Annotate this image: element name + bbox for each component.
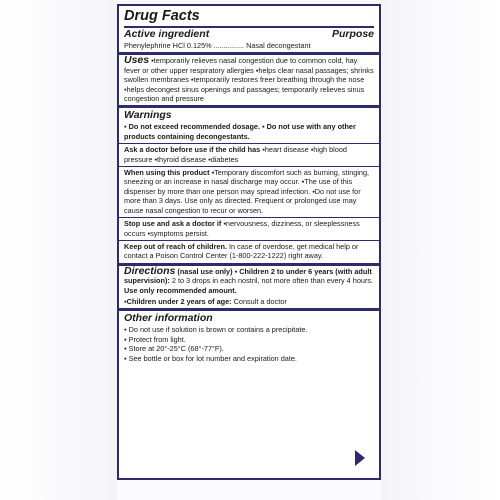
when-using-heading: When using this product [124,168,210,178]
active-ingredient-header-row [124,28,374,41]
other-info-item: ▪ See bottle or box for lot number and expiration date. [124,353,297,363]
warnings-heading: Warnings [124,109,172,122]
continue-arrow-icon [355,450,365,466]
directions-under2-bold: ▪Children under 2 years of age: [124,296,232,306]
directions-children-bold: ▪ Children 2 to under 6 years (with adult supervision): [124,266,372,286]
ask-doctor-text: ▪heart disease ▪high blood pressure ▪thyroid disease ▪diabetes [124,145,347,164]
keep-out-section [119,240,379,263]
purpose-heading: Purpose [331,28,374,40]
drug-facts-panel [117,4,381,480]
other-info-item: ▪ Protect from light. [124,334,186,344]
uses-text: ▪temporarily relieves nasal congestion due to common cold, hay fever or other upper respiratory allergies ▪helps clear nasal passages; shrinks swollen membranes ▪temporarily restores freer breathing through the nose ▪helps decongest sinus openings and passages; temporarily relieves sinus congestion and pressure [124,56,374,104]
header [119,6,379,50]
right-margin [381,0,500,500]
when-using-text: ▪Temporary discomfort such as burning, stinging, sneezing or an increase in nasal discharge may occur. ▪The use of this dispenser by more than one person may spread infection. ▪Do not use for more than 3 days. Use only as directed. Frequent or prolonged use may cause nasal congestion to recur or worsen. [124,168,370,215]
when-using-section [119,166,379,217]
directions-nasal: (nasal use only) [177,266,233,276]
active-ingredient-heading: Active ingredient [124,28,210,40]
stop-use-section [119,217,379,240]
other-info-heading: Other information [124,312,213,325]
warnings-section [119,105,379,143]
directions-under2-text: Consult a doctor [233,296,287,306]
active-ingredient-line: Phenylephrine HCl 0.125% ............... Nasal decongestant [124,41,311,50]
stop-use-heading: Stop use and ask a doctor if [124,219,222,229]
left-margin [0,0,117,500]
uses-heading: Uses [124,54,150,67]
other-info-item: ▪ Do not use if solution is brown or contains a precipitate. [124,325,308,335]
uses-section [119,52,379,105]
drug-facts-title: Drug Facts [124,8,200,24]
directions-use-only: Use only recommended amount. [124,285,237,295]
other-info-section [119,308,379,365]
ask-doctor-heading: Ask a doctor before use if the child has [124,145,261,155]
keep-out-heading: Keep out of reach of children. [124,241,227,251]
stop-use-text: ▪nervousness, dizziness, or sleeplessness occurs ▪symptoms persist. [124,219,360,238]
directions-section [119,263,379,309]
ask-doctor-section [119,143,379,166]
directions-children-text: 2 to 3 drops in each nostril, not more often than every 4 hours. [171,276,374,286]
keep-out-text: In case of overdose, get medical help or contact a Poison Control Center (1-800-222-1222) right away. [124,241,359,261]
warnings-bold-text: ▪ Do not exceed recommended dosage. ▪ Do not use with any other products containing decongestants. [124,122,356,141]
directions-heading: Directions [124,264,176,277]
other-info-item: ▪ Store at 20°-25°C (68°-77°F). [124,344,224,354]
